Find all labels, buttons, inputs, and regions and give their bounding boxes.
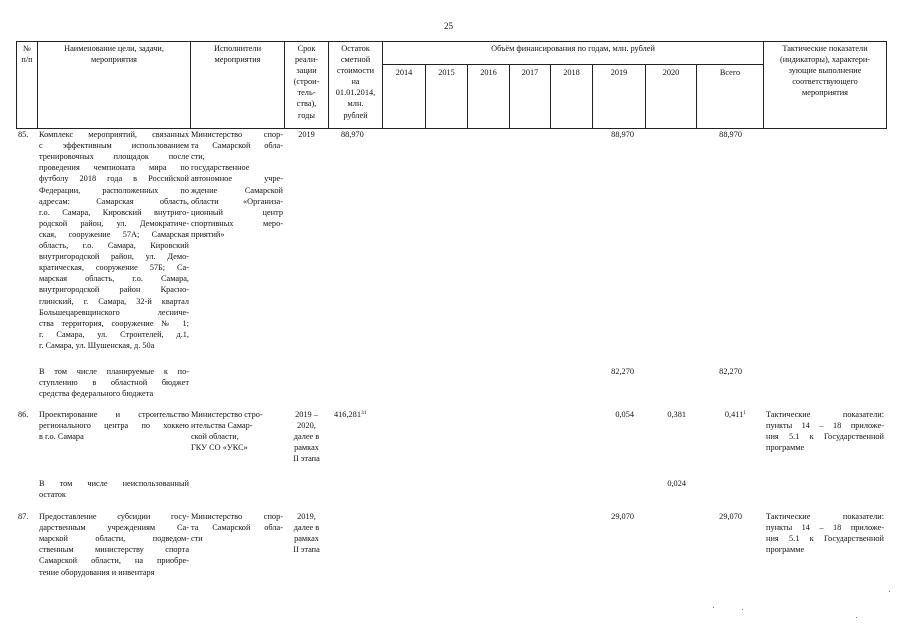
- cell-line: спортивных меро-: [191, 218, 283, 228]
- header-year-2017: 2017: [521, 68, 539, 77]
- row-num: 85.: [18, 130, 29, 139]
- cell-line: пункты 14 – 18 приложе-: [766, 421, 884, 431]
- cell-line: ступлению в областной бюджет: [39, 378, 189, 388]
- cell-line: адресам: Самарская область,: [39, 196, 189, 206]
- row-2020: 0,381: [667, 410, 686, 419]
- header-year-2018: 2018: [563, 68, 580, 77]
- cell-line: ительства Самар-: [191, 421, 253, 431]
- header-name: Наименование цели, задачи, мероприятия: [64, 44, 164, 65]
- row-balance: 416,281$^{31}$: [334, 410, 367, 419]
- cell-line: глинский, г. Самара, 32-й квартал: [39, 296, 189, 306]
- cell-line: пункты 14 – 18 приложе-: [766, 523, 884, 533]
- cell-line: остаток: [39, 490, 66, 500]
- cell-line: родской район, ул. Демократиче-: [39, 218, 189, 228]
- row-total: 82,270: [719, 367, 742, 376]
- cell-line: рамках: [294, 443, 319, 453]
- cell-line: средства федерального бюджета: [39, 389, 154, 399]
- cell-line: дарственным учреждениям Са-: [39, 523, 189, 533]
- header-funding: Объём финансирования по годам, млн. рублей: [491, 44, 655, 53]
- cell-line: та Самарской обла-: [191, 523, 283, 533]
- cell-line: область, г.о. Самара, Кировский: [39, 241, 189, 250]
- row-balance: 88,970: [341, 130, 364, 139]
- cell-line: 2019 –: [295, 410, 318, 419]
- cell-line: Министерство стро-: [191, 410, 263, 419]
- cell-line: ства территория, сооружение № 1;: [39, 318, 189, 328]
- cell-line: внутригородской район Красно-: [39, 285, 189, 295]
- cell-line: В том числе неиспользованный: [39, 479, 189, 488]
- cell-line: кратическая, сооружение 57Б; Са-: [39, 263, 189, 273]
- cell-line: Самарской области, на приобре-: [39, 556, 189, 566]
- cell-line: ния 5.1 к Государственной: [766, 432, 884, 442]
- cell-line: регионального центра по хоккею: [39, 421, 189, 431]
- cell-line: марская область, г.о. Самара,: [39, 274, 189, 284]
- scan-speck: [856, 617, 857, 618]
- cell-line: Тактические показатели:: [766, 410, 884, 419]
- header-year-2020: 2020: [662, 68, 680, 77]
- cell-line: тренировочных площадок после: [39, 152, 189, 162]
- cell-line: Большецаревщинского лесниче-: [39, 307, 189, 317]
- scan-speck: [742, 609, 743, 610]
- cell-line: далее в: [293, 432, 320, 442]
- cell-line: программе: [766, 443, 805, 453]
- cell-line: Комплекс мероприятий, связанных: [39, 130, 189, 139]
- cell-line: Министерство спор-: [191, 130, 283, 139]
- cell-line: г. Самара, ул. Шушенская, д. 50а: [39, 340, 155, 350]
- header-year-2016: 2016: [480, 68, 497, 77]
- cell-line: ждение Самарской: [191, 185, 283, 195]
- cell-line: внутригородской район, ул. Демо-: [39, 252, 189, 262]
- cell-line: Министерство спор-: [191, 512, 283, 521]
- page-number: 25: [444, 21, 453, 31]
- cell-line: рамках: [294, 534, 319, 544]
- cell-line: Тактические показатели:: [766, 512, 884, 521]
- cell-line: проведения чемпионата мира по: [39, 163, 189, 173]
- cell-line: II этапа: [293, 454, 320, 464]
- cell-line: Проектирование и строительство: [39, 410, 189, 419]
- header-term: Срок реали- зации (строи- тель- ства), годы: [293, 44, 320, 120]
- cell-line: далее в: [293, 523, 320, 533]
- cell-line: футболу 2018 года в Российской: [39, 174, 189, 184]
- cell-line: ния 5.1 к Государственной: [766, 534, 884, 544]
- scan-speck: [713, 607, 714, 608]
- cell-line: Предоставление субсидии госу-: [39, 512, 189, 521]
- header-year-2014: 2014: [395, 68, 413, 77]
- cell-line: автономное учре-: [191, 174, 283, 184]
- cell-line: сти,: [191, 152, 205, 162]
- header-year-2015: 2015: [438, 68, 455, 77]
- header-num: № п/п: [21, 44, 33, 65]
- cell-line: марской области, подведом-: [39, 534, 189, 544]
- cell-line: г.о. Самара, Кировский внутриго-: [39, 207, 189, 217]
- cell-line: г. Самара, ул. Строителей, д.1,: [39, 329, 189, 339]
- cell-line: сти: [191, 534, 203, 544]
- header-executors: Исполнители мероприятия: [213, 44, 262, 65]
- scan-speck: [889, 591, 890, 592]
- cell-line: с эффективным использованием: [39, 141, 189, 151]
- cell-line: 2019,: [297, 512, 316, 521]
- row-num: 86.: [18, 410, 29, 419]
- cell-line: ственным министерству спорта: [39, 545, 189, 555]
- cell-line: та Самарской обла-: [191, 141, 283, 151]
- row-term: 2019: [298, 130, 315, 139]
- cell-line: ская, сооружение 57А; Самарская: [39, 229, 189, 239]
- row-2019: 82,270: [611, 367, 634, 376]
- cell-line: тение оборудования и инвентаря: [39, 567, 155, 577]
- cell-line: приятий»: [191, 229, 225, 239]
- cell-line: ГКУ СО «УКС»: [191, 443, 248, 453]
- row-total: 0,411$^1$: [724, 410, 746, 419]
- cell-line: ской области,: [191, 432, 239, 442]
- cell-line: II этапа: [293, 545, 320, 555]
- row-2019: 29,070: [611, 512, 634, 521]
- header-total: Всего: [719, 68, 741, 77]
- cell-line: Федерации, расположенных по: [39, 185, 189, 195]
- cell-line: 2020,: [297, 421, 316, 431]
- cell-line: государственное: [191, 163, 250, 173]
- cell-line: программе: [766, 545, 805, 555]
- cell-line: области «Организа-: [191, 196, 283, 206]
- row-2020: 0,024: [667, 479, 686, 488]
- row-2019: 0,054: [615, 410, 634, 419]
- cell-line: в г.о. Самара: [39, 432, 84, 442]
- header-year-2019: 2019: [610, 68, 628, 77]
- row-total: 88,970: [719, 130, 742, 139]
- cell-line: ционный центр: [191, 207, 283, 217]
- row-num: 87.: [18, 512, 29, 521]
- header-balance: Остаток сметной стоимости на 01.01.2014, млн. рублей: [335, 44, 376, 120]
- cell-line: В том числе планируемые к по-: [39, 367, 189, 376]
- row-2019: 88,970: [611, 130, 634, 139]
- row-total: 29,070: [719, 512, 742, 521]
- header-indicators: Тактические показатели (индикаторы), характери- зующие выполнение соответствующего мероприятия: [779, 44, 871, 98]
